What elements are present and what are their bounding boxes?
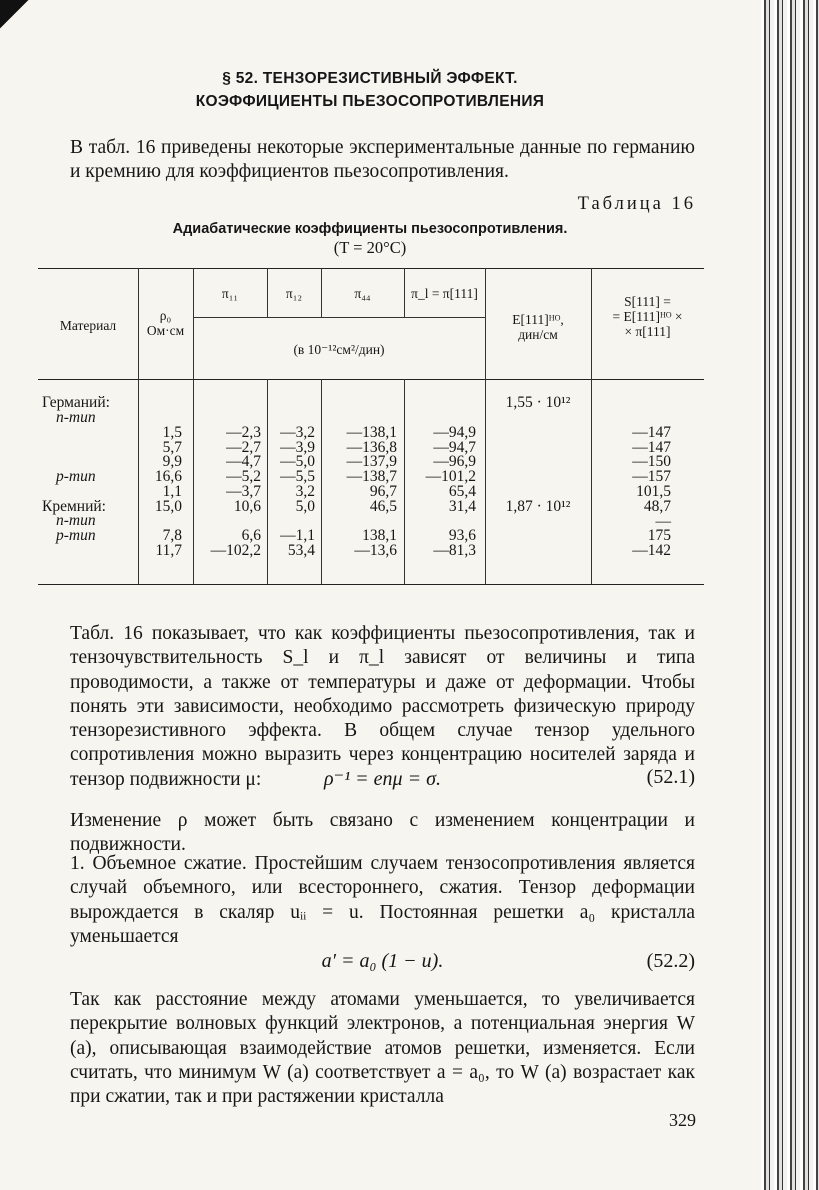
table-cell-material_labels-8: n-тип	[56, 512, 96, 530]
table-cell-s111-4: —157	[632, 468, 671, 486]
header-pi12: π₁₂	[285, 286, 303, 301]
table-cell-pi44-6: 46,5	[369, 497, 397, 515]
table-cell-rho-6: 15,0	[154, 497, 182, 515]
table-cell-e111-7: 1,87 · 10¹²	[505, 497, 571, 515]
table-cell-pi44-1: —138,1	[346, 423, 397, 441]
table-cell-material_labels-2	[42, 426, 128, 441]
table-cell-pi44-3: —137,9	[346, 453, 397, 471]
table-bottom-rule	[38, 584, 704, 585]
table-cell-pi12-8: —1,1	[280, 527, 315, 545]
column-pil	[404, 411, 476, 559]
table-cell-pi12-2: —3,9	[280, 438, 315, 456]
table-cell-s111-8: 175	[647, 527, 671, 545]
header-pi11: π₁₁	[221, 286, 239, 301]
table-cell-rho-8: 7,8	[162, 527, 182, 545]
table-cell-s111-5: 101,5	[636, 482, 671, 500]
table-cell-rho-4: 16,6	[154, 468, 182, 486]
paragraph-atomic-distance: Так как расстояние между атомами уменьшается, то увеличивается перекрытие волновых функций электронов, а потенциальная энергия W (a), описывающая взаимодействие атомов решетки, изменяется. Если считать, что минимум W (a) соответствует a = a₀, то W (a) возрастает как при сжатии, так и при растяжении кристалла	[70, 989, 695, 1108]
table-cell-material_labels-7: Кремний:	[42, 497, 106, 515]
table-cell-pi12-9: 53,4	[287, 542, 315, 560]
table-cell-rho-5: 1,1	[162, 482, 182, 500]
table-number: Таблица 16	[577, 194, 696, 214]
table-cell-pi12-4: —5,5	[280, 468, 315, 486]
units-divider	[193, 317, 485, 318]
header-e111: E[111]ᴴᴼ, дин/см	[512, 312, 564, 342]
table-cell-pi11-6: 10,6	[233, 497, 261, 515]
equation-52-1	[70, 766, 695, 794]
column-pi44	[321, 411, 397, 559]
table-cell-pi11-3: —4,7	[226, 453, 261, 471]
table-cell-pil-4: —101,2	[425, 468, 476, 486]
header-rho: ρ₀ Ом·см	[146, 308, 185, 338]
table-cell-s111-3: —150	[632, 453, 671, 471]
book-binding-edge	[761, 0, 819, 1190]
table-cell-rho-2: 5,7	[162, 438, 182, 456]
section-heading-line-2: КОЭФФИЦИЕНТЫ ПЬЕЗОСОПРОТИВЛЕНИЯ	[195, 93, 545, 110]
intro-paragraph: В табл. 16 приведены некоторые экспериментальные данные по германию и кремнию для коэффициентов пьезосопротивления.	[70, 137, 695, 183]
scan-corner-shadow	[0, 0, 40, 40]
table-cell-pil-3: —96,9	[433, 453, 476, 471]
paragraph-volume-compression: 1. Объемное сжатие. Простейшим случаем тензосопротивления является случай объемного, или всестороннего, сжатия. Тензор деформации вырождается в скаляр uᵢᵢ = u. Постоянная решетки a₀ кристалла уменьшается	[70, 853, 695, 947]
table-cell-pi11-5: —3,7	[226, 482, 261, 500]
table-cell-e111-0: 1,55 · 10¹²	[505, 394, 571, 411]
column-material	[42, 396, 128, 544]
table-cell-material_labels-3	[42, 440, 128, 455]
table-cell-pil-9: —81,3	[433, 542, 476, 560]
table-cell-pi11-9: —102,2	[210, 542, 261, 560]
equation-52-1-expression: ρ⁻¹ = enμ = σ.	[324, 768, 441, 790]
table-cell-s111-7: —	[655, 512, 671, 530]
table-cell-material_labels-0: Германий:	[42, 394, 110, 411]
table-cell-rho-1: 1,5	[162, 423, 182, 441]
equation-52-2-expression: a′ = a₀ (1 − u).	[321, 950, 444, 972]
column-rho	[138, 411, 182, 559]
table-cell-pi11-8: 6,6	[241, 527, 261, 545]
table-cell-e111-9	[485, 529, 591, 544]
table-cell-pi44-5: 96,7	[369, 482, 397, 500]
table-cell-pi12-1: —3,2	[280, 423, 315, 441]
table-cell-pi12-6: 5,0	[295, 497, 315, 515]
page-number: 329	[669, 1110, 696, 1130]
column-s111	[591, 411, 671, 559]
column-e111	[485, 396, 591, 544]
table-cell-pil-6: 31,4	[448, 497, 476, 515]
table-cell-material_labels-1: n-тип	[56, 408, 96, 426]
table-cell-pi11-2: —2,7	[226, 438, 261, 456]
table-cell-pi12-5: 3,2	[295, 482, 315, 500]
table-cell-material_labels-5: p-тип	[56, 467, 96, 485]
table-cell-s111-2: —147	[632, 438, 671, 456]
equation-52-2-number: (52.2)	[646, 950, 695, 972]
column-pi12	[267, 411, 315, 559]
table-condition: (T = 20°C)	[333, 238, 407, 257]
table-cell-pil-1: —94,9	[433, 423, 476, 441]
table-cell-pi44-8: 138,1	[362, 527, 397, 545]
header-material: Материал	[59, 318, 117, 333]
header-pil: π_l = π[111]	[411, 286, 478, 301]
table-cell-pi44-9: —13,6	[354, 542, 397, 560]
header-pi44: π₄₄	[354, 286, 371, 301]
table-cell-rho-3: 9,9	[162, 453, 182, 471]
equation-52-2	[70, 950, 695, 978]
table-cell-pil-8: 93,6	[448, 527, 476, 545]
table-cell-s111-6: 48,7	[643, 497, 671, 515]
paragraph-table-discussion: Табл. 16 показывает, что как коэффициенты пьезосопротивления, так и тензочувствительность S_l и π_l зависят от величины и типа проводимости, а также от температуры и даже от деформации. Чтобы понять эти зависимости, необходимо рассмотреть физическую природу тензорезистивного эффекта. В общем случае тензор удельного сопротивления можно выразить через концентрацию носителей заряда и тензор подвижности μ:	[70, 623, 695, 790]
table-cell-pi11-1: —2,3	[226, 423, 261, 441]
table-cell-pi11-4: —5,2	[226, 468, 261, 486]
table-cell-pil-5: 65,4	[448, 482, 476, 500]
header-units: (в 10⁻¹²см²/дин)	[293, 342, 385, 357]
piezoresistance-table	[38, 268, 704, 586]
table-cell-s111-1: —147	[632, 423, 671, 441]
paragraph-rho-change: Изменение ρ может быть связано с изменением концентрации и подвижности.	[70, 810, 695, 856]
table-cell-s111-9: —142	[632, 542, 671, 560]
column-pi11	[193, 411, 261, 559]
section-heading-line-1: § 52. ТЕНЗОРЕЗИСТИВНЫЙ ЭФФЕКТ.	[222, 70, 518, 87]
table-cell-material_labels-9: p-тип	[56, 527, 96, 545]
header-s111: S[111] = = E[111]ᴴᴼ × × π[111]	[612, 294, 683, 339]
table-cell-pil-2: —94,7	[433, 438, 476, 456]
table-caption: Адиабатические коэффициенты пьезосопротивления.	[172, 221, 568, 237]
table-cell-pi12-3: —5,0	[280, 453, 315, 471]
equation-52-1-number: (52.1)	[646, 766, 695, 788]
table-cell-pi44-4: —138,7	[346, 468, 397, 486]
table-cell-pi44-2: —136,8	[346, 438, 397, 456]
table-cell-rho-9: 11,7	[155, 542, 182, 560]
